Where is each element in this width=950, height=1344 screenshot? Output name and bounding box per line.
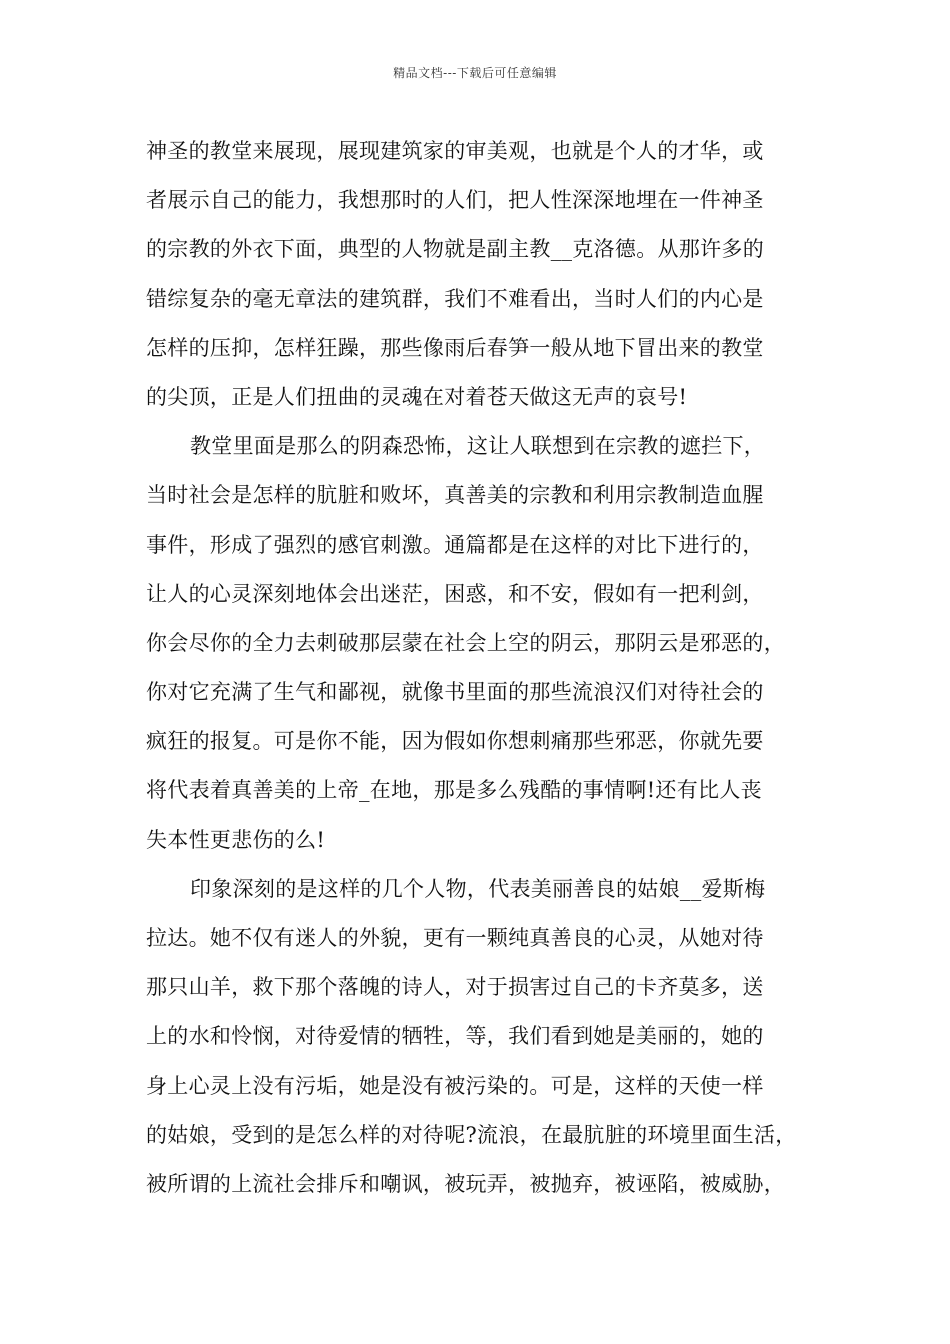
text-line: 将代表着真善美的上帝_在地，那是多么残酷的事情啊!还有比人丧 bbox=[146, 778, 762, 803]
text-line: 被所谓的上流社会排斥和嘲讽，被玩弄，被抛弃，被诬陷，被威胁， bbox=[146, 1171, 785, 1196]
text-line: 的姑娘，受到的是怎么样的对待呢?流浪，在最肮脏的环境里面生活， bbox=[146, 1122, 797, 1147]
text-line: 拉达。她不仅有迷人的外貌，更有一颗纯真善良的心灵，从她对待 bbox=[146, 926, 764, 950]
text-line: 的尖顶，正是人们扭曲的灵魂在对着苍天做这无声的哀号! bbox=[146, 384, 688, 409]
text-line: 身上心灵上没有污垢，她是没有被污染的。可是，这样的天使一样 bbox=[146, 1073, 764, 1098]
paragraph-first-line: 印象深刻的是这样的几个人物，代表美丽善良的姑娘__爱斯梅 bbox=[190, 876, 766, 901]
document-body bbox=[146, 127, 826, 1209]
page-header: 精品文档---下载后可任意编辑 bbox=[393, 66, 557, 80]
text-line: 怎样的压抑，怎样狂躁，那些像雨后春笋一般从地下冒出来的教堂 bbox=[146, 335, 764, 360]
text-line: 那只山羊，救下那个落魄的诗人，对于损害过自己的卡齐莫多，送 bbox=[146, 975, 764, 1000]
text-line: 你会尽你的全力去刺破那层蒙在社会上空的阴云，那阴云是邪恶的， bbox=[146, 630, 785, 655]
paragraph-first-line: 教堂里面是那么的阴森恐怖，这让人联想到在宗教的遮拦下， bbox=[190, 434, 766, 459]
text-line: 上的水和怜悯，对待爱情的牺牲，等，我们看到她是美丽的，她的 bbox=[146, 1024, 764, 1049]
text-line: 让人的心灵深刻地体会出迷茫，困惑，和不安，假如有一把利剑， bbox=[146, 581, 764, 606]
text-line: 神圣的教堂来展现，展现建筑家的审美观，也就是个人的才华，或 bbox=[146, 139, 764, 163]
text-line: 疯狂的报复。可是你不能，因为假如你想刺痛那些邪恶，你就先要 bbox=[146, 729, 764, 754]
text-line: 你对它充满了生气和鄙视，就像书里面的那些流浪汉们对待社会的 bbox=[146, 680, 764, 705]
text-line: 的宗教的外衣下面，典型的人物就是副主教__克洛德。从那许多的 bbox=[146, 237, 764, 262]
text-line: 者展示自己的能力，我想那时的人们，把人性深深地埋在一件神圣 bbox=[146, 188, 764, 213]
text-line: 当时社会是怎样的肮脏和败坏，真善美的宗教和利用宗教制造血腥 bbox=[146, 483, 764, 508]
text-line: 失本性更悲伤的么! bbox=[146, 827, 326, 852]
text-line: 错综复杂的毫无章法的建筑群，我们不难看出，当时人们的内心是 bbox=[146, 286, 764, 311]
text-line: 事件，形成了强烈的感官刺激。通篇都是在这样的对比下进行的， bbox=[146, 532, 764, 557]
